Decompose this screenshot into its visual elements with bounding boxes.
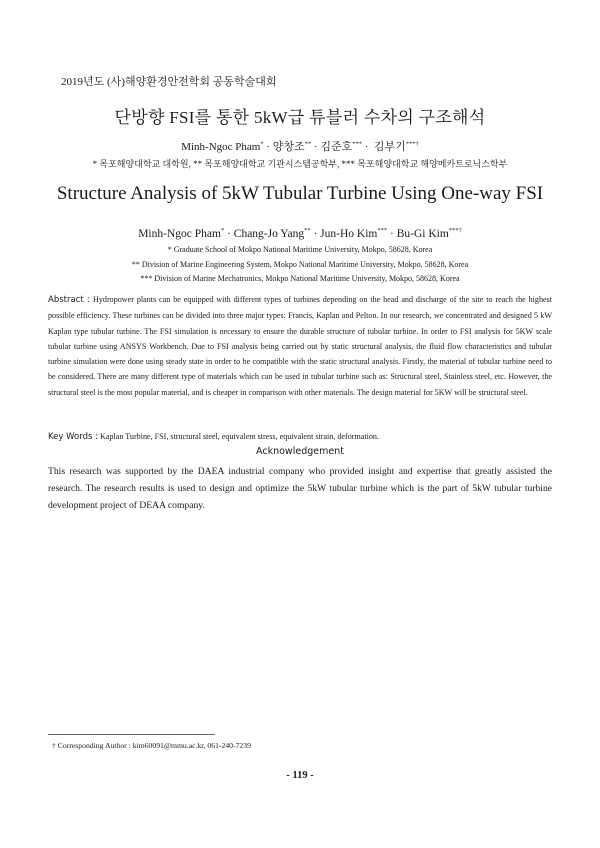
author-mark: *: [260, 140, 264, 148]
conference-header: 2019년도 (사)해양환경안전학회 공동학술대회: [61, 76, 277, 88]
abstract-text: Hydropower plants can be equipped with different types of turbines depending on the head and discharge of the site to reach the highest possible efficiency. These turbines can be divided into three major types: Francis, Kaplan and Pelton. In our research, we concentrated and designed 5 kW Kaplan type tubular turbine. The FSI simulation is necessary to ensure the durable structure of tubular turbine. In order to FSI analysis for 5KW scale tubular turbine using ANSYS Workbench. Due to FSI analysis being carried out by static structural analysis, the fluid flow characteristics and tubular turbine simulation were done using steady state in order to be compatible with the static structural analysis. Firstly, the material of tubular turbine need to be considered. There are many different type of materials which can be used in tubular turbine such as: Structural steel, Stainless steel, etc. However, the structural steel is the most popular material, and is cheaper in comparison with other materials. The design material for 5KW will be structural steel.: [48, 295, 552, 397]
author-name: 김준호: [320, 141, 353, 153]
affiliation-english: *** Division of Marine Mechatronics, Mokpo National Maritime University, Mokpo, 58628, Korea: [140, 274, 460, 283]
keywords: [48, 432, 552, 442]
footnote-divider: [48, 734, 215, 735]
author-separator: ·: [266, 141, 271, 153]
author-name: Chang-Jo Yang: [233, 228, 305, 240]
author-mark: **: [304, 227, 311, 235]
acknowledgement-title: Acknowledgement: [256, 446, 344, 457]
author-mark: **: [304, 140, 312, 148]
author-name: Jun-Ho Kim: [320, 228, 378, 240]
author-separator: ·: [227, 228, 231, 240]
author-separator: ·: [364, 141, 369, 153]
author-list-english: [0, 228, 600, 240]
paper-title-korean: 단방향 FSI를 통한 5kW급 튜블러 수차의 구조해석: [114, 108, 486, 127]
author-name: 김부기: [373, 141, 406, 153]
affiliation-english: * Graduate School of Mokpo National Maritime University, Mokpo, 58628, Korea: [167, 245, 433, 254]
author-mark: ***: [377, 227, 388, 235]
author-mark: ***†: [405, 140, 419, 148]
author-mark: ***: [352, 140, 362, 148]
author-separator: ·: [389, 228, 394, 240]
page-number: - 119 -: [286, 770, 314, 781]
affiliation-korean: * 목포해양대학교 대학원, ** 목포해양대학교 기관시스템공학부, *** 목포해양대학교 해양메카트로닉스학부: [92, 159, 508, 169]
author-separator: ·: [313, 141, 318, 153]
author-list-korean: [0, 138, 600, 154]
author-name: 양창조: [272, 141, 305, 153]
author-mark: *: [220, 227, 225, 235]
abstract-label: Abstract :: [48, 295, 91, 305]
keywords-label: Key Words :: [48, 432, 98, 442]
paper-title-english: Structure Analysis of 5kW Tubular Turbine Using One-way FSI: [56, 183, 544, 204]
author-mark: ***†: [448, 227, 462, 235]
author-name: Minh-Ngoc Pham: [181, 141, 261, 153]
corresponding-author-footnote: † Corresponding Author : kim60091@mmu.ac.kr, 061-240-7239: [52, 741, 251, 750]
author-name: Bu-Gi Kim: [396, 228, 449, 240]
affiliation-english: ** Division of Marine Engineering System, Mokpo National Maritime University, Mokpo, 58628, Korea: [131, 260, 469, 269]
acknowledgement-text: This research was supported by the DAEA industrial company who provided insight and expertise that greatly assisted the research. The research results is used to design and optimize the 5kW tubular turbine which is the part of 5kW tubular turbine development project of DEAA company.: [48, 466, 552, 511]
author-name: Minh-Ngoc Pham: [138, 228, 221, 240]
keywords-text: Kaplan Turbine, FSI, structural steel, equivalent stress, equivalent strain, deformation.: [100, 432, 379, 441]
author-separator: ·: [313, 228, 318, 240]
abstract: [48, 292, 552, 400]
